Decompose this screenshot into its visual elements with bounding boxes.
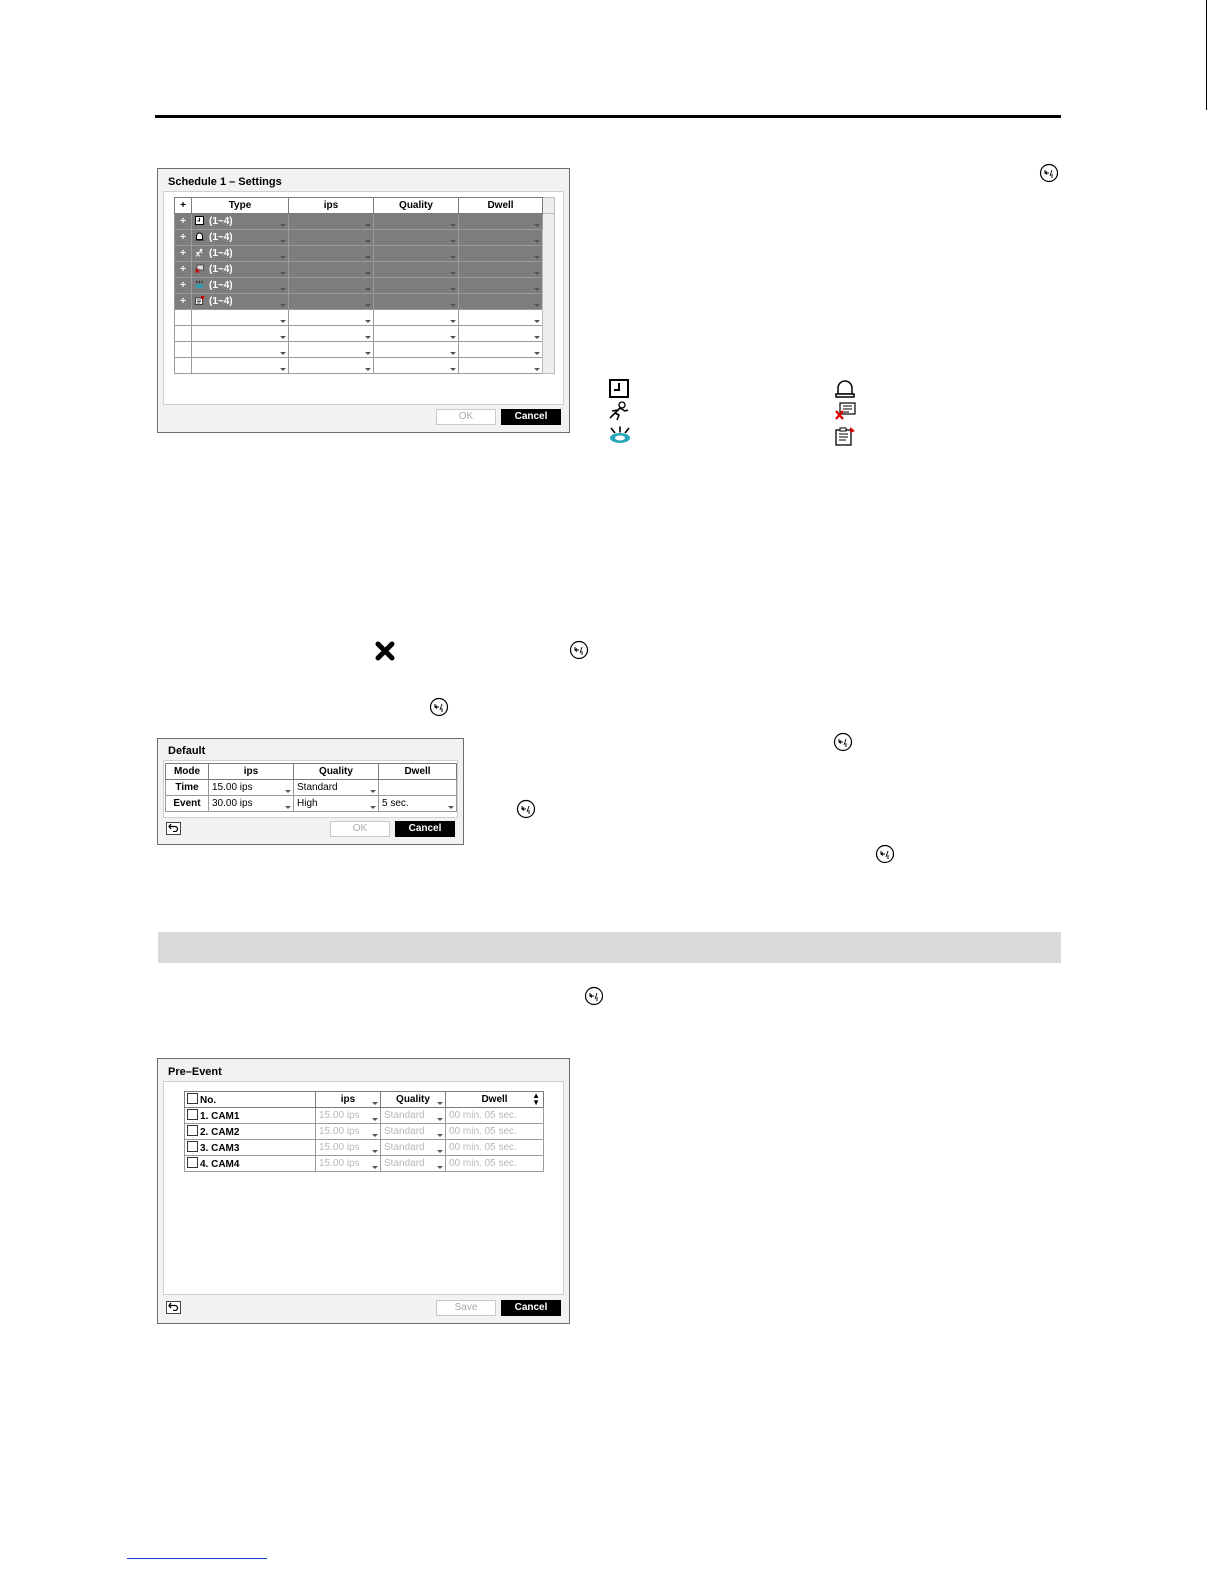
camera-cell[interactable] xyxy=(185,1108,316,1124)
type-cell[interactable] xyxy=(192,214,289,230)
quality-cell[interactable] xyxy=(374,246,459,262)
ips-select[interactable]: 15.00 ips xyxy=(316,1124,381,1140)
quality-cell[interactable] xyxy=(374,310,459,326)
svg-text:II: II xyxy=(1050,174,1054,180)
add-row-button[interactable]: + xyxy=(175,262,192,278)
no-column-label: No. xyxy=(200,1095,217,1106)
ips-cell[interactable] xyxy=(289,326,374,342)
table-row[interactable] xyxy=(185,1156,544,1172)
dwell-cell[interactable] xyxy=(459,342,543,358)
svg-text:II: II xyxy=(844,743,848,749)
table-row xyxy=(166,780,457,796)
table-row[interactable] xyxy=(175,262,555,278)
dwell-spinner[interactable]: 00 min. 05 sec. xyxy=(446,1108,544,1124)
mode-cell: Time xyxy=(166,780,209,796)
ok-button[interactable]: OK xyxy=(436,409,496,425)
table-row[interactable] xyxy=(175,326,555,342)
ips-cell[interactable] xyxy=(289,278,374,294)
scrollbar[interactable] xyxy=(543,214,555,374)
ips-select[interactable]: 30.00 ips xyxy=(209,796,294,812)
camera-checkbox[interactable] xyxy=(187,1141,198,1152)
add-row-button[interactable]: + xyxy=(175,246,192,262)
type-label: (1~4) xyxy=(209,296,233,307)
enter-button-icon xyxy=(875,844,895,869)
table-row[interactable] xyxy=(175,358,555,374)
dialog-title: Pre–Event xyxy=(168,1066,222,1078)
dwell-cell[interactable] xyxy=(459,326,543,342)
dialog-title: Schedule 1 – Settings xyxy=(168,176,282,188)
ips-column-header[interactable]: ips xyxy=(316,1092,381,1108)
svg-text:II: II xyxy=(595,997,599,1003)
ips-cell[interactable] xyxy=(289,342,374,358)
spinner-icon[interactable]: ▲ ▼ xyxy=(532,1091,540,1107)
quality-select[interactable]: Standard xyxy=(381,1108,446,1124)
quality-select[interactable]: Standard xyxy=(381,1124,446,1140)
type-cell[interactable] xyxy=(192,262,289,278)
schedule-table xyxy=(174,197,555,374)
camera-checkbox[interactable] xyxy=(187,1157,198,1168)
alarm-icon xyxy=(835,379,855,403)
enter-button-icon xyxy=(1039,163,1059,188)
ips-cell[interactable] xyxy=(289,262,374,278)
dwell-cell xyxy=(379,780,457,796)
camera-label: 3. CAM3 xyxy=(200,1143,240,1154)
quality-cell[interactable] xyxy=(374,214,459,230)
cancel-button[interactable]: Cancel xyxy=(395,821,455,837)
enter-button-icon xyxy=(833,732,853,757)
clock-icon xyxy=(609,379,629,403)
ips-cell[interactable] xyxy=(289,214,374,230)
type-label: (1~4) xyxy=(209,280,233,291)
dwell-spinner[interactable]: 00 min. 05 sec. xyxy=(446,1124,544,1140)
dwell-select[interactable]: 5 sec. xyxy=(379,796,457,812)
add-row-button[interactable] xyxy=(175,310,192,326)
quality-select[interactable]: Standard xyxy=(294,780,379,796)
quality-column-header: Quality xyxy=(294,764,379,780)
video-loss-icon xyxy=(195,264,204,273)
table-row[interactable] xyxy=(175,230,555,246)
dwell-column-header: Dwell xyxy=(459,198,543,214)
table-row[interactable] xyxy=(175,214,555,230)
dwell-column-header[interactable] xyxy=(446,1092,544,1108)
dwell-cell[interactable] xyxy=(459,310,543,326)
dwell-cell[interactable] xyxy=(459,230,543,246)
dwell-spinner[interactable]: 00 min. 05 sec. xyxy=(446,1140,544,1156)
ips-select[interactable]: 15.00 ips xyxy=(316,1140,381,1156)
ips-select[interactable]: 15.00 ips xyxy=(316,1156,381,1172)
footnote-rule xyxy=(127,1558,267,1559)
quality-cell[interactable] xyxy=(374,294,459,310)
mode-column-header: Mode xyxy=(166,764,209,780)
table-row[interactable] xyxy=(185,1124,544,1140)
dwell-cell[interactable] xyxy=(459,358,543,374)
back-button[interactable] xyxy=(166,822,181,835)
dwell-cell[interactable] xyxy=(459,246,543,262)
quality-select[interactable]: High xyxy=(294,796,379,812)
table-row[interactable] xyxy=(175,310,555,326)
dwell-column-label: Dwell xyxy=(481,1094,508,1105)
table-row[interactable] xyxy=(185,1140,544,1156)
table-row[interactable] xyxy=(175,342,555,358)
alarm-icon xyxy=(195,232,204,241)
type-cell[interactable] xyxy=(192,246,289,262)
ips-cell[interactable] xyxy=(289,310,374,326)
enter-button-icon xyxy=(516,799,536,824)
type-label: (1~4) xyxy=(209,264,233,275)
camera-label: 2. CAM2 xyxy=(200,1127,240,1138)
type-cell[interactable] xyxy=(192,342,289,358)
quality-column-header: Quality xyxy=(374,198,459,214)
ips-cell[interactable] xyxy=(289,230,374,246)
quality-cell[interactable] xyxy=(374,230,459,246)
svg-text:II: II xyxy=(527,810,531,816)
dwell-cell[interactable] xyxy=(459,278,543,294)
type-label: (1~4) xyxy=(209,248,233,259)
camera-checkbox[interactable] xyxy=(187,1125,198,1136)
type-cell[interactable] xyxy=(192,326,289,342)
type-cell[interactable] xyxy=(192,278,289,294)
select-all-checkbox[interactable] xyxy=(187,1093,198,1104)
add-row-button[interactable]: + xyxy=(175,214,192,230)
quality-column-header[interactable]: Quality xyxy=(381,1092,446,1108)
type-cell[interactable] xyxy=(192,310,289,326)
table-row[interactable] xyxy=(185,1108,544,1124)
dialog-title: Default xyxy=(168,745,206,757)
camera-cell[interactable] xyxy=(185,1156,316,1172)
type-cell[interactable] xyxy=(192,230,289,246)
enter-button-icon xyxy=(429,697,449,722)
quality-cell[interactable] xyxy=(374,262,459,278)
add-column-header[interactable]: + xyxy=(175,198,192,214)
add-row-button[interactable]: + xyxy=(175,294,192,310)
quality-cell[interactable] xyxy=(374,326,459,342)
svg-text:II: II xyxy=(440,708,444,714)
add-row-button[interactable] xyxy=(175,342,192,358)
table-row xyxy=(166,796,457,812)
pre-event-dialog xyxy=(157,1058,570,1324)
ips-select[interactable]: 15.00 ips xyxy=(209,780,294,796)
camera-label: 1. CAM1 xyxy=(200,1111,240,1122)
ips-cell[interactable] xyxy=(289,246,374,262)
quality-select[interactable]: Standard xyxy=(381,1140,446,1156)
scrollbar-top[interactable] xyxy=(543,198,555,214)
ips-column-header: ips xyxy=(209,764,294,780)
svg-text:II: II xyxy=(580,651,584,657)
camera-cell[interactable] xyxy=(185,1140,316,1156)
dwell-cell[interactable] xyxy=(459,214,543,230)
dwell-cell[interactable] xyxy=(459,262,543,278)
ips-select[interactable]: 15.00 ips xyxy=(316,1108,381,1124)
section-header-bar xyxy=(158,932,1061,963)
camera-checkbox[interactable] xyxy=(187,1109,198,1120)
table-row[interactable] xyxy=(175,294,555,310)
ips-cell[interactable] xyxy=(289,294,374,310)
ips-cell[interactable] xyxy=(289,358,374,374)
enter-button-icon xyxy=(584,986,604,1011)
camera-label: 4. CAM4 xyxy=(200,1159,240,1170)
clock-icon xyxy=(195,216,204,225)
add-row-button[interactable]: + xyxy=(175,230,192,246)
motion-icon xyxy=(195,248,204,257)
ok-button[interactable]: OK xyxy=(330,821,390,837)
dwell-column-header: Dwell xyxy=(379,764,457,780)
camera-cell[interactable] xyxy=(185,1124,316,1140)
quality-cell[interactable] xyxy=(374,278,459,294)
motion-icon xyxy=(608,401,630,426)
no-column-header[interactable] xyxy=(185,1092,316,1108)
type-cell[interactable] xyxy=(192,358,289,374)
text-in-icon xyxy=(195,296,204,305)
text-in-icon xyxy=(835,426,857,451)
dwell-cell[interactable] xyxy=(459,294,543,310)
camera-tamper-icon xyxy=(195,280,204,289)
quality-cell[interactable] xyxy=(374,342,459,358)
table-row[interactable] xyxy=(175,278,555,294)
pre-event-table xyxy=(184,1091,544,1172)
add-row-button[interactable] xyxy=(175,326,192,342)
page-edge-rule xyxy=(1206,0,1207,110)
quality-select[interactable]: Standard xyxy=(381,1156,446,1172)
ips-column-header: ips xyxy=(289,198,374,214)
enter-button-icon xyxy=(569,640,589,665)
add-row-button[interactable]: + xyxy=(175,278,192,294)
cancel-button[interactable]: Cancel xyxy=(501,409,561,425)
add-row-button[interactable] xyxy=(175,358,192,374)
camera-tamper-icon xyxy=(608,426,632,449)
quality-cell[interactable] xyxy=(374,358,459,374)
type-label: (1~4) xyxy=(209,216,233,227)
video-loss-icon xyxy=(835,401,857,426)
default-dialog xyxy=(157,738,464,845)
mode-cell: Event xyxy=(166,796,209,812)
header-rule xyxy=(155,115,1061,118)
delete-x-icon xyxy=(375,641,395,666)
save-button[interactable]: Save xyxy=(436,1300,496,1316)
dwell-spinner[interactable]: 00 min. 05 sec. xyxy=(446,1156,544,1172)
type-label: (1~4) xyxy=(209,232,233,243)
svg-text:II: II xyxy=(886,855,890,861)
cancel-button[interactable]: Cancel xyxy=(501,1300,561,1316)
type-cell[interactable] xyxy=(192,294,289,310)
back-arrow-icon xyxy=(168,1302,179,1311)
schedule-settings-dialog xyxy=(157,168,570,433)
back-arrow-icon xyxy=(168,823,179,832)
back-button[interactable] xyxy=(166,1301,181,1314)
default-table xyxy=(165,763,457,812)
type-column-header: Type xyxy=(192,198,289,214)
table-row[interactable] xyxy=(175,246,555,262)
